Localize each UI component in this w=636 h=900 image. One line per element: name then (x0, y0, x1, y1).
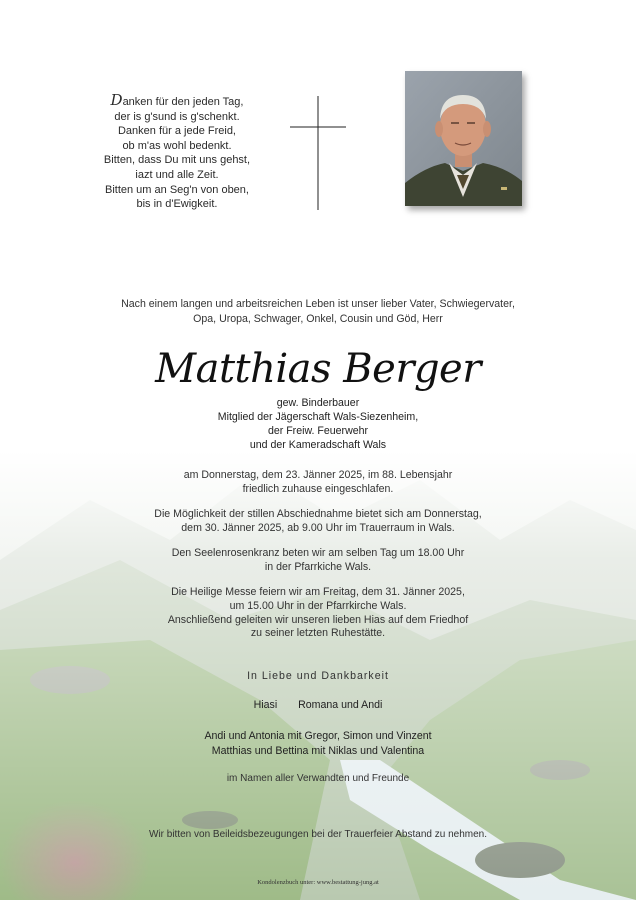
intro-line-2: Opa, Uropa, Schwager, Onkel, Cousin und Göd, Herr (193, 312, 443, 325)
poem-line-2: der is g'sund is g'schenkt. (114, 110, 240, 123)
paragraph-line: zu seiner letzten Ruhestätte. (250, 627, 386, 640)
poem-line-8: bis in d'Ewigkeit. (136, 198, 218, 211)
title-line: gew. Binderbauer (276, 397, 360, 409)
intro-text (60, 297, 576, 326)
condolence-request: Wir bitten von Beileidsbezeugungen bei der Trauerfeier Abstand zu nehmen. (149, 829, 487, 840)
paragraph-line: Anschließend geleiten wir unseren lieben Hias auf dem Friedhof (167, 613, 469, 626)
paragraph-line: dem 30. Jänner 2025, ab 9.00 Uhr im Trauerraum in Wals. (181, 521, 455, 534)
family-member: Hiasi (253, 699, 278, 711)
paragraph-line: in der Pfarrkiche Wals. (264, 560, 372, 573)
family-line: Matthias und Bettina mit Niklas und Valentina (211, 744, 425, 757)
death-notice-paragraph (60, 469, 576, 497)
deceased-name: Matthias Berger (155, 346, 481, 392)
paragraph-line: Die Heilige Messe feiern wir am Freitag, dem 31. Jänner 2025, (171, 586, 465, 598)
title-line: der Freiw. Feuerwehr (267, 425, 369, 437)
paragraph-line: um 15.00 Uhr in der Pfarrkirche Wals. (229, 599, 407, 612)
relatives-line: im Namen aller Verwandten und Freunde (226, 773, 410, 784)
poem-line-4: ob m'as wohl bedenkt. (122, 139, 232, 152)
mass-paragraph (60, 586, 576, 641)
family-line: Andi und Antonia mit Gregor, Simon und Vinzent (204, 730, 432, 742)
paragraph-line: Die Möglichkeit der stillen Abschiednahme bietet sich am Donnerstag, (154, 508, 482, 520)
poem-line-1: Danken für den jeden Tag, (110, 91, 244, 109)
paragraph-line: friedlich zuhause eingeschlafen. (242, 482, 394, 495)
farewell-phrase: In Liebe und Dankbarkeit (247, 670, 389, 682)
condolence-book-footer: Kondolenzbuch unter: www.bestattung-jung.at (257, 879, 379, 886)
poem-line-3: Danken für a jede Freid, (117, 125, 236, 138)
poem-line-7: Bitten um an Seg'n von oben, (105, 183, 249, 196)
poem-line-5: Bitten, dass Du mit uns gehst, (103, 154, 251, 167)
paragraph-line: am Donnerstag, dem 23. Jänner 2025, im 88. Lebensjahr (183, 469, 453, 481)
portrait-photo (405, 71, 522, 206)
family-row (60, 699, 576, 711)
intro-line-1: Nach einem langen und arbeitsreichen Leben ist unser lieber Vater, Schwiegervater, (121, 298, 515, 310)
titles (60, 396, 576, 452)
poem-initial: D (110, 91, 123, 109)
title-line: Mitglied der Jägerschaft Wals-Siezenheim, (217, 411, 419, 423)
poem-line-6: iazt und alle Zeit. (135, 168, 219, 181)
poem (92, 93, 262, 212)
family-lines (60, 729, 576, 758)
farewell-viewing-paragraph (60, 508, 576, 536)
paragraph-line: Den Seelenrosenkranz beten wir am selben Tag um 18.00 Uhr (171, 547, 465, 559)
title-line: und der Kameradschaft Wals (249, 439, 387, 451)
rosary-paragraph (60, 547, 576, 575)
cross-icon (290, 96, 346, 210)
family-member: Romana und Andi (298, 699, 383, 711)
